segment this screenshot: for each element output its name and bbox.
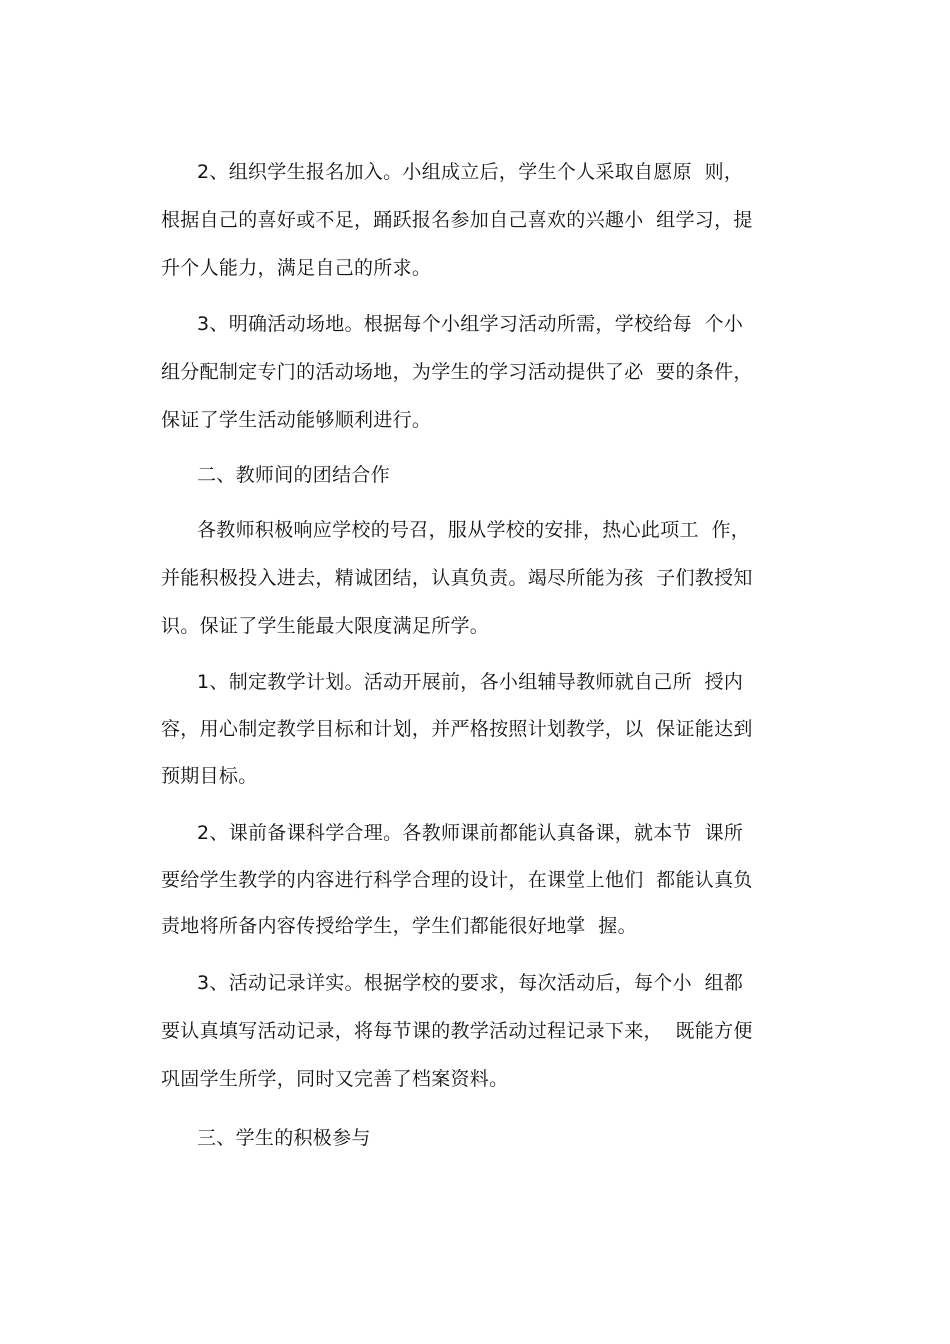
paragraph-1-line-1: 2、组织学生报名加入。小组成立后，学生个人采取自愿原 则， xyxy=(197,161,744,183)
paragraph-5-line-1: 2、课前备课科学合理。各教师课前都能认真备课，就本节 课所 xyxy=(197,822,744,844)
paragraph-1-line-3: 升个人能力，满足自己的所求。 xyxy=(161,257,432,279)
section-heading-2: 二、教师间的团结合作 xyxy=(197,464,391,486)
paragraph-3-line-2: 并能积极投入进去，精诚团结，认真负责。竭尽所能为孩 子们教授知 xyxy=(161,567,753,589)
section-heading-3: 三、学生的积极参与 xyxy=(197,1127,371,1149)
paragraph-2-line-2: 组分配制定专门的活动场地，为学生的学习活动提供了必 要的条件， xyxy=(161,361,753,383)
paragraph-6-line-2: 要认真填写活动记录，将每节课的教学活动过程记录下来， 既能方便 xyxy=(161,1020,753,1042)
paragraph-6-line-1: 3、活动记录详实。根据学校的要求，每次活动后，每个小 组都 xyxy=(197,972,744,994)
paragraph-5-line-3: 责地将所备内容传授给学生，学生们都能很好地掌 握。 xyxy=(161,915,637,937)
paragraph-2-line-3: 保证了学生活动能够顺利进行。 xyxy=(161,409,432,431)
paragraph-4-line-1: 1、制定教学计划。活动开展前，各小组辅导教师就自己所 授内 xyxy=(197,671,744,693)
paragraph-3-line-1: 各教师积极响应学校的号召，服从学校的安排，热心此项工 作， xyxy=(197,519,751,541)
paragraph-2-line-1: 3、明确活动场地。根据每个小组学习活动所需，学校给每 个小 xyxy=(197,313,744,335)
paragraph-5-line-2: 要给学生教学的内容进行科学合理的设计，在课堂上他们 都能认真负 xyxy=(161,869,753,891)
paragraph-1-line-2: 根据自己的喜好或不足，踊跃报名参加自己喜欢的兴趣小 组学习，提 xyxy=(161,209,753,231)
paragraph-3-line-3: 识。保证了学生能最大限度满足所学。 xyxy=(161,615,490,637)
paragraph-4-line-3: 预期目标。 xyxy=(161,765,258,787)
paragraph-6-line-3: 巩固学生所学，同时又完善了档案资料。 xyxy=(161,1068,509,1090)
paragraph-4-line-2: 容，用心制定教学目标和计划，并严格按照计划教学，以 保证能达到 xyxy=(161,718,753,740)
